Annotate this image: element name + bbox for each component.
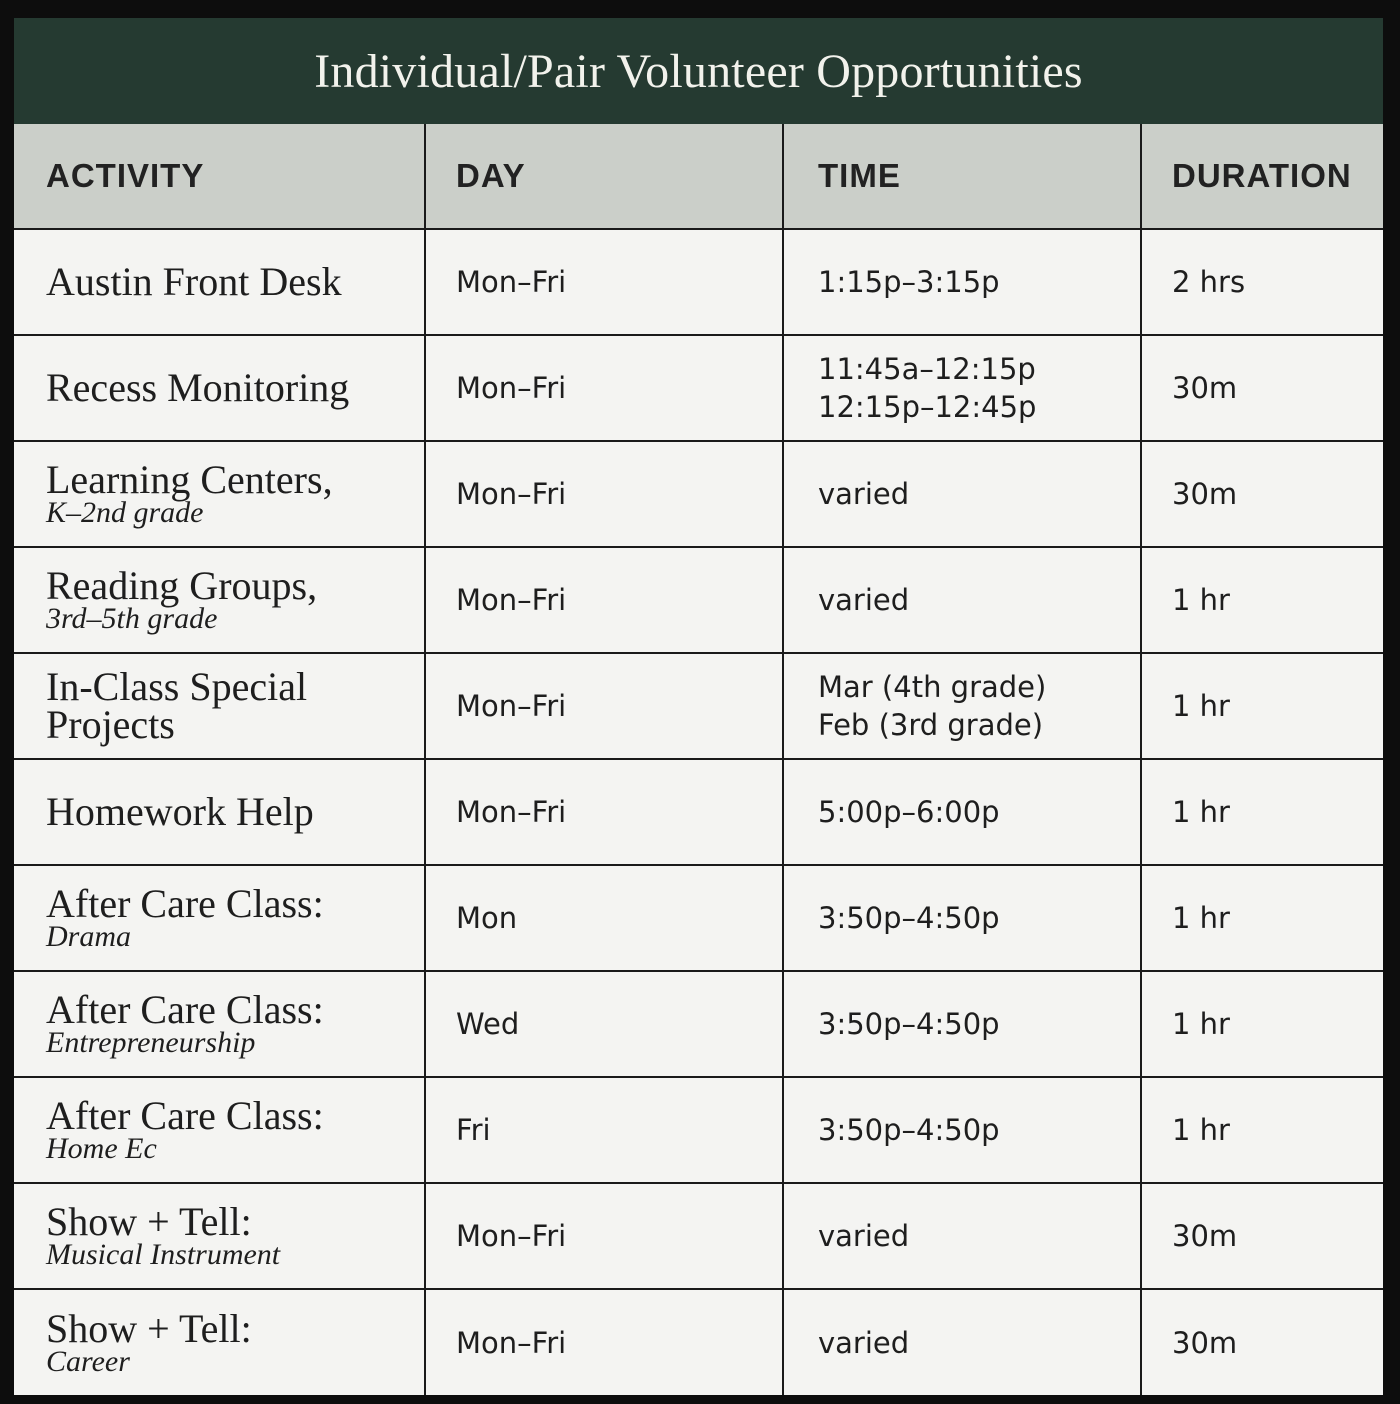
page-title: Individual/Pair Volunteer Opportunities bbox=[314, 44, 1083, 98]
day-cell: Mon–Fri bbox=[425, 759, 783, 865]
header-duration: DURATION bbox=[1141, 124, 1383, 229]
table-row bbox=[14, 335, 1383, 441]
table-row bbox=[14, 653, 1383, 759]
volunteer-opportunities-sheet bbox=[14, 18, 1383, 1394]
time-value: 1:15p–3:15p bbox=[818, 265, 1000, 299]
activity-cell bbox=[14, 229, 425, 335]
duration-cell: 2 hrs bbox=[1141, 229, 1383, 335]
day-cell: Fri bbox=[425, 1077, 783, 1183]
activity-name: Austin Front Desk bbox=[46, 259, 342, 304]
time-cell bbox=[783, 547, 1141, 653]
activity-name: Show + Tell: bbox=[46, 1305, 252, 1351]
time-value: 3:50p–4:50p bbox=[818, 1007, 1000, 1041]
activity-subtitle: Drama bbox=[46, 920, 132, 953]
time-cell bbox=[783, 1077, 1141, 1183]
day-cell: Mon–Fri bbox=[425, 229, 783, 335]
activity-name: Reading Groups, bbox=[46, 563, 318, 608]
day-cell: Mon–Fri bbox=[425, 1289, 783, 1395]
time-cell bbox=[783, 759, 1141, 865]
table-body bbox=[14, 229, 1383, 1395]
duration-cell: 1 hr bbox=[1141, 865, 1383, 971]
activity-name: Recess Monitoring bbox=[46, 365, 350, 410]
activity-cell bbox=[14, 1077, 425, 1183]
time-value: varied bbox=[818, 583, 910, 617]
activity-subtitle: Entrepreneurship bbox=[46, 1026, 256, 1059]
activity-name: In-Class Special Projects bbox=[46, 664, 308, 747]
duration-cell: 30m bbox=[1141, 1183, 1383, 1289]
table-row bbox=[14, 441, 1383, 547]
day-cell: Mon–Fri bbox=[425, 653, 783, 759]
time-cell bbox=[783, 1289, 1141, 1395]
day-cell: Mon–Fri bbox=[425, 547, 783, 653]
activity-subtitle: Home Ec bbox=[46, 1132, 157, 1165]
time-value: 12:15p–12:45p bbox=[818, 390, 1037, 424]
time-value: 3:50p–4:50p bbox=[818, 1113, 1000, 1147]
header-activity: ACTIVITY bbox=[14, 124, 425, 229]
time-cell bbox=[783, 1183, 1141, 1289]
duration-cell: 30m bbox=[1141, 441, 1383, 547]
time-cell bbox=[783, 653, 1141, 759]
activity-subtitle: Musical Instrument bbox=[46, 1238, 281, 1271]
header-time: TIME bbox=[783, 124, 1141, 229]
time-value: Feb (3rd grade) bbox=[818, 708, 1044, 742]
table-row bbox=[14, 547, 1383, 653]
day-cell: Mon–Fri bbox=[425, 1183, 783, 1289]
duration-cell: 1 hr bbox=[1141, 653, 1383, 759]
time-value: 3:50p–4:50p bbox=[818, 901, 1000, 935]
duration-cell: 1 hr bbox=[1141, 971, 1383, 1077]
activity-cell bbox=[14, 759, 425, 865]
duration-cell: 1 hr bbox=[1141, 759, 1383, 865]
time-cell bbox=[783, 971, 1141, 1077]
time-value: 5:00p–6:00p bbox=[818, 795, 1000, 829]
activity-cell bbox=[14, 441, 425, 547]
time-cell bbox=[783, 229, 1141, 335]
duration-cell: 30m bbox=[1141, 335, 1383, 441]
day-cell: Wed bbox=[425, 971, 783, 1077]
table-row bbox=[14, 1289, 1383, 1395]
time-value: varied bbox=[818, 1325, 910, 1360]
time-value: 11:45a–12:15p bbox=[818, 352, 1036, 386]
duration-cell: 30m bbox=[1141, 1289, 1383, 1395]
day-cell: Mon bbox=[425, 865, 783, 971]
table-row bbox=[14, 759, 1383, 865]
activity-name: After Care Class: bbox=[46, 987, 324, 1032]
day-cell: Mon–Fri bbox=[425, 441, 783, 547]
duration-cell: 1 hr bbox=[1141, 1077, 1383, 1183]
activity-subtitle: Career bbox=[46, 1344, 130, 1378]
activity-cell bbox=[14, 547, 425, 653]
activity-cell bbox=[14, 865, 425, 971]
activity-subtitle: 3rd–5th grade bbox=[46, 602, 218, 635]
activity-cell bbox=[14, 653, 425, 759]
title-bar bbox=[14, 18, 1383, 124]
table-row bbox=[14, 229, 1383, 335]
activity-cell bbox=[14, 1183, 425, 1289]
activity-cell bbox=[14, 971, 425, 1077]
activity-cell bbox=[14, 335, 425, 441]
header-day: DAY bbox=[425, 124, 783, 229]
activity-name: After Care Class: bbox=[46, 1093, 324, 1138]
opportunities-table bbox=[14, 124, 1383, 1395]
activity-name: Show + Tell: bbox=[46, 1199, 252, 1244]
duration-cell: 1 hr bbox=[1141, 547, 1383, 653]
day-cell: Mon–Fri bbox=[425, 335, 783, 441]
time-value: varied bbox=[818, 1219, 910, 1253]
activity-name: Homework Help bbox=[46, 789, 314, 834]
time-cell bbox=[783, 335, 1141, 441]
activity-subtitle: K–2nd grade bbox=[46, 496, 204, 529]
table-row bbox=[14, 1183, 1383, 1289]
time-cell bbox=[783, 865, 1141, 971]
table-row bbox=[14, 865, 1383, 971]
table-row bbox=[14, 971, 1383, 1077]
activity-name: After Care Class: bbox=[46, 881, 324, 926]
table-row bbox=[14, 1077, 1383, 1183]
time-value: Mar (4th grade) bbox=[818, 670, 1047, 704]
activity-cell bbox=[14, 1289, 425, 1395]
time-value: varied bbox=[818, 477, 910, 511]
time-cell bbox=[783, 441, 1141, 547]
header-row bbox=[14, 124, 1383, 229]
activity-name: Learning Centers, bbox=[46, 457, 333, 502]
